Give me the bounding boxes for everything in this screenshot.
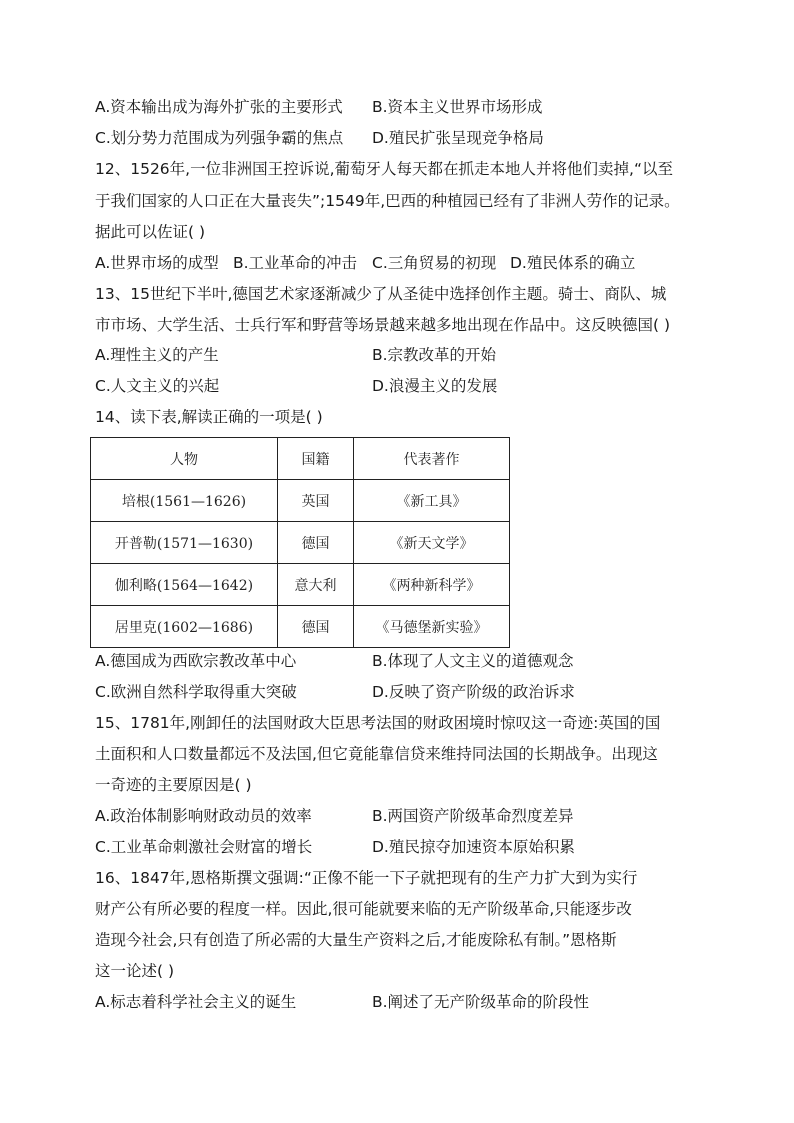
q13-option-d: D.浪漫主义的发展 — [372, 377, 498, 395]
cell-person: 居里克(1602—1686) — [91, 606, 278, 648]
q16-option-b: B.阐述了无产阶级革命的阶段性 — [372, 993, 590, 1011]
q16-option-a: A.标志着科学社会主义的诞生 — [95, 993, 297, 1011]
q13-option-a: A.理性主义的产生 — [95, 346, 219, 364]
q11-option-b: B.资本主义世界市场形成 — [372, 98, 543, 116]
scientists-table — [90, 437, 510, 648]
q12-option-a: A.世界市场的成型 — [95, 254, 219, 272]
q14-stem: 14、读下表,解读正确的一项是( ) — [95, 408, 323, 426]
cell-works: 《新天文学》 — [354, 522, 510, 564]
header-works: 代表著作 — [354, 438, 510, 480]
q11-option-c: C.划分势力范围成为列强争霸的焦点 — [95, 129, 344, 147]
q15-stem-line-3: 一奇迹的主要原因是( ) — [95, 776, 252, 794]
q16-stem-line-4: 这一论述( ) — [95, 962, 175, 980]
q14-option-a: A.德国成为西欧宗教改革中心 — [95, 652, 297, 670]
cell-nationality: 德国 — [278, 606, 354, 648]
q12-stem-line-2: 于我们国家的人口正在大量丧失”;1549年,巴西的种植园已经有了非洲人劳作的记录。 — [95, 192, 680, 210]
q13-stem-line-2: 市市场、大学生活、士兵行军和野营等场景越来越多地出现在作品中。这反映德国( ) — [95, 316, 671, 334]
table-header-row — [91, 438, 510, 480]
cell-person: 培根(1561—1626) — [91, 480, 278, 522]
q15-option-c: C.工业革命刺激社会财富的增长 — [95, 838, 313, 856]
cell-works: 《马德堡新实验》 — [354, 606, 510, 648]
q13-option-b: B.宗教改革的开始 — [372, 346, 497, 364]
q15-stem-line-2: 土面积和人口数量都远不及法国,但它竟能靠信贷来维持同法国的长期战争。出现这 — [95, 745, 658, 763]
table-row — [91, 564, 510, 606]
q12-stem-line-3: 据此可以佐证( ) — [95, 223, 206, 241]
cell-person: 伽利略(1564—1642) — [91, 564, 278, 606]
cell-works: 《新工具》 — [354, 480, 510, 522]
table-row — [91, 522, 510, 564]
q15-option-d: D.殖民掠夺加速资本原始积累 — [372, 838, 575, 856]
header-nationality: 国籍 — [278, 438, 354, 480]
q16-stem-line-3: 造现今社会,只有创造了所必需的大量生产资料之后,才能废除私有制。”恩格斯 — [95, 931, 617, 949]
q12-option-c: C.三角贸易的初现 — [372, 254, 497, 272]
table-row — [91, 480, 510, 522]
header-person: 人物 — [91, 438, 278, 480]
q13-stem-line-1: 13、15世纪下半叶,德国艺术家逐渐减少了从圣徒中选择创作主题。骑士、商队、城 — [95, 285, 667, 303]
q16-stem-line-2: 财产公有所必要的程度一样。因此,很可能就要来临的无产阶级革命,只能逐步改 — [95, 900, 632, 918]
cell-nationality: 意大利 — [278, 564, 354, 606]
q16-stem-line-1: 16、1847年,恩格斯撰文强调:“正像不能一下子就把现有的生产力扩大到为实行 — [95, 869, 638, 887]
q12-option-d: D.殖民体系的确立 — [510, 254, 636, 272]
cell-nationality: 德国 — [278, 522, 354, 564]
q12-stem-line-1: 12、1526年,一位非洲国王控诉说,葡萄牙人每天都在抓走本地人并将他们卖掉,“以至 — [95, 160, 673, 178]
q12-option-b: B.工业革命的冲击 — [233, 254, 358, 272]
q14-option-b: B.体现了人文主义的道德观念 — [372, 652, 574, 670]
cell-nationality: 英国 — [278, 480, 354, 522]
q15-stem-line-1: 15、1781年,刚卸任的法国财政大臣思考法国的财政困境时惊叹这一奇迹:英国的国 — [95, 714, 661, 732]
cell-works: 《两种新科学》 — [354, 564, 510, 606]
q14-option-c: C.欧洲自然科学取得重大突破 — [95, 683, 297, 701]
q11-option-a: A.资本输出成为海外扩张的主要形式 — [95, 98, 343, 116]
q15-option-b: B.两国资产阶级革命烈度差异 — [372, 807, 574, 825]
cell-person: 开普勒(1571—1630) — [91, 522, 278, 564]
q14-option-d: D.反映了资产阶级的政治诉求 — [372, 683, 575, 701]
q13-option-c: C.人文主义的兴起 — [95, 377, 220, 395]
q11-option-d: D.殖民扩张呈现竞争格局 — [372, 129, 544, 147]
q15-option-a: A.政治体制影响财政动员的效率 — [95, 807, 312, 825]
table-row — [91, 606, 510, 648]
